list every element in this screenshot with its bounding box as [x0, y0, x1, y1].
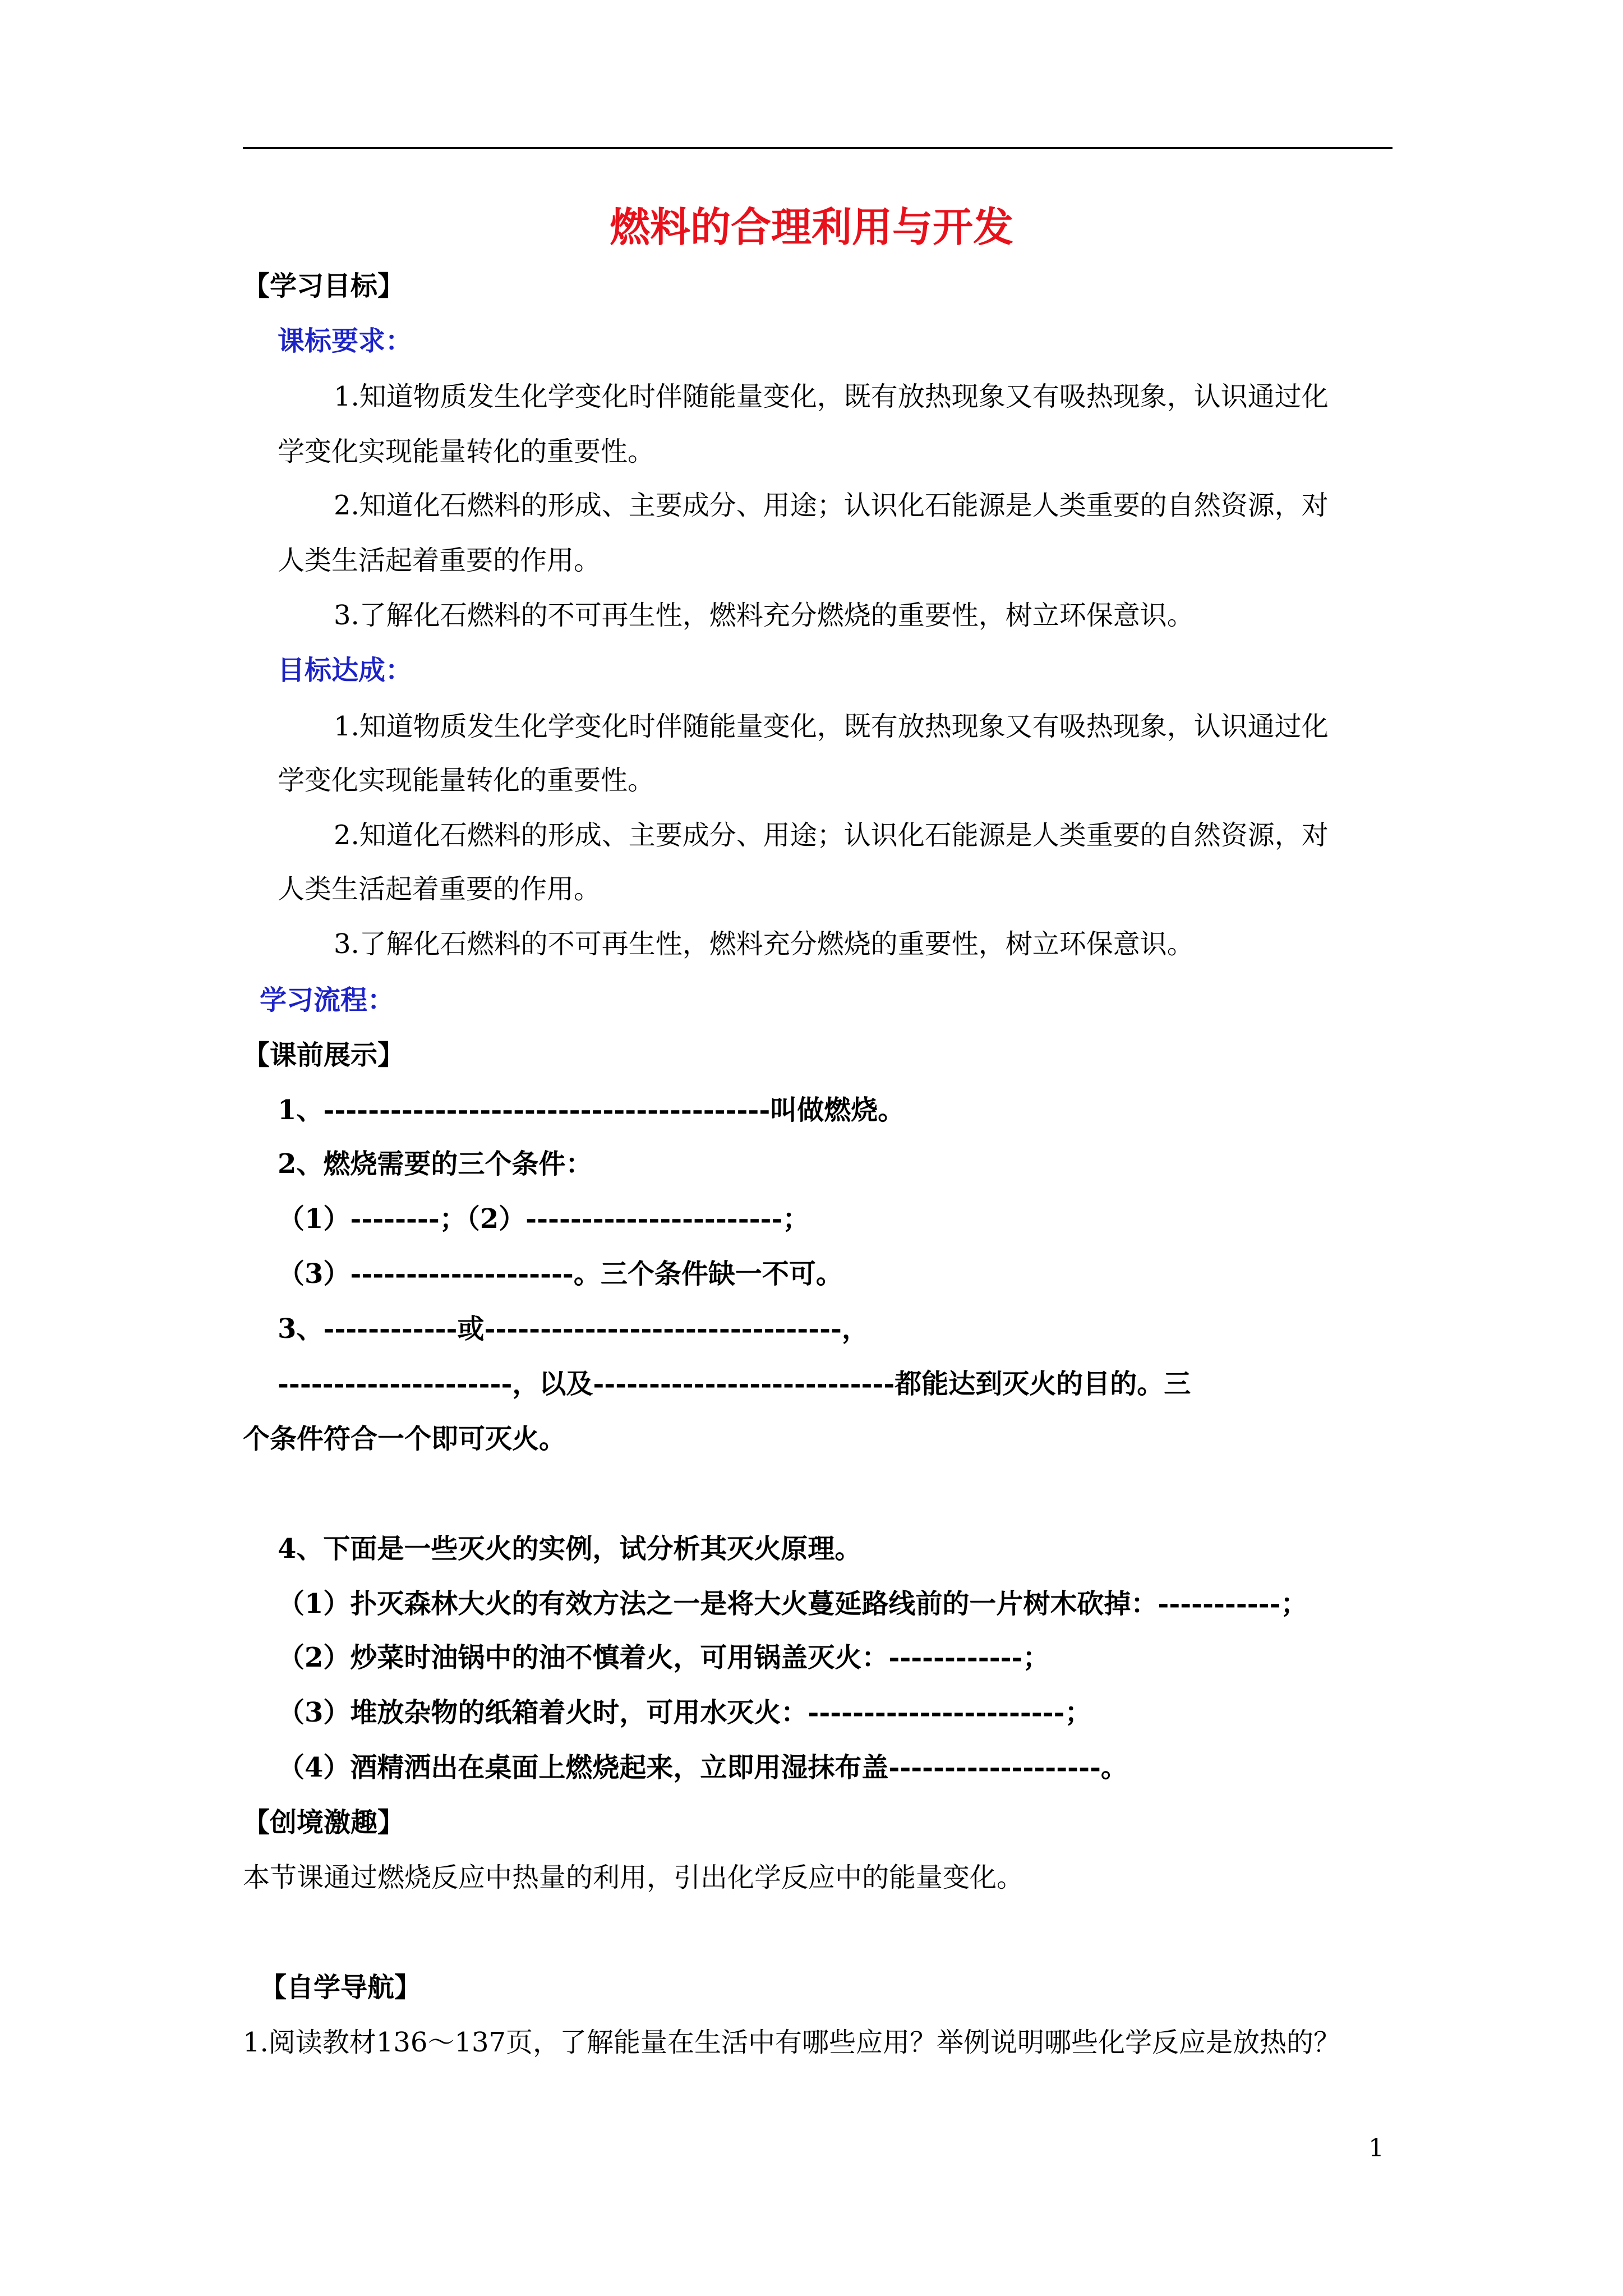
fill-in-question: 4、下面是一些灭火的实例，试分析其灭火原理。: [278, 1533, 862, 1565]
fill-in-question: （1）--------；（2）-----------------------；: [278, 1203, 810, 1235]
fill-in-question: （3）--------------------。三个条件缺一不可。: [278, 1258, 843, 1290]
subheading-goal-achievement: 目标达成：: [278, 655, 413, 686]
achievement-line: 学变化实现能量转化的重要性。: [278, 765, 655, 796]
fill-in-question: （4）酒精洒出在桌面上燃烧起来，立即用湿抹布盖-------------------。: [278, 1752, 1128, 1783]
section-scenario: 【创境激趣】: [243, 1807, 405, 1838]
subheading-learning-process: 学习流程：: [260, 984, 395, 1016]
page-title: 燃料的合理利用与开发: [609, 203, 1013, 251]
requirement-line: 3.了解化石燃料的不可再生性，燃料充分燃烧的重要性，树立环保意识。: [334, 600, 1194, 631]
self-study-item: 1.阅读教材136～137页，了解能量在生活中有哪些应用？举例说明哪些化学反应是放热的？: [243, 2027, 1341, 2058]
requirement-line: 人类生活起着重要的作用。: [278, 545, 601, 576]
fill-in-question: （2）炒菜时油锅中的油不慎着火，可用锅盖灭火：------------；: [278, 1642, 1050, 1673]
fill-in-question: ---------------------，以及---------------------------都能达到灭火的目的。三: [278, 1368, 1191, 1400]
fill-in-question: 个条件符合一个即可灭火。: [243, 1423, 566, 1455]
achievement-line: 1.知道物质发生化学变化时伴随能量变化，既有放热现象又有吸热现象，认识通过化: [334, 711, 1329, 742]
page-number: 1: [1368, 2134, 1384, 2162]
fill-in-question: 3、------------或--------------------------------，: [278, 1313, 869, 1345]
header-rule: [243, 147, 1393, 149]
achievement-line: 2.知道化石燃料的形成、主要成分、用途；认识化石能源是人类重要的自然资源，对: [334, 820, 1329, 851]
fill-in-question: 1、----------------------------------------叫做燃烧。: [278, 1094, 905, 1126]
achievement-line: 人类生活起着重要的作用。: [278, 873, 601, 905]
requirement-line: 1.知道物质发生化学变化时伴随能量变化，既有放热现象又有吸热现象，认识通过化: [334, 381, 1329, 412]
subheading-curriculum-requirements: 课标要求：: [278, 325, 413, 357]
requirement-line: 2.知道化石燃料的形成、主要成分、用途；认识化石能源是人类重要的自然资源，对: [334, 490, 1329, 521]
section-learning-goals: 【学习目标】: [243, 270, 405, 302]
section-pre-class: 【课前展示】: [243, 1039, 405, 1071]
scenario-text: 本节课通过燃烧反应中热量的利用，引出化学反应中的能量变化。: [243, 1862, 1024, 1893]
section-self-study: 【自学导航】: [260, 1972, 422, 2003]
fill-in-question: （3）堆放杂物的纸箱着火时，可用水灭火：-----------------------；: [278, 1697, 1092, 1728]
fill-in-question: （1）扑灭森林大火的有效方法之一是将大火蔓延路线前的一片树木砍掉：-----------；: [278, 1588, 1308, 1619]
achievement-line: 3.了解化石燃料的不可再生性，燃料充分燃烧的重要性，树立环保意识。: [334, 928, 1194, 960]
fill-in-question: 2、燃烧需要的三个条件：: [278, 1148, 593, 1180]
requirement-line: 学变化实现能量转化的重要性。: [278, 436, 655, 467]
